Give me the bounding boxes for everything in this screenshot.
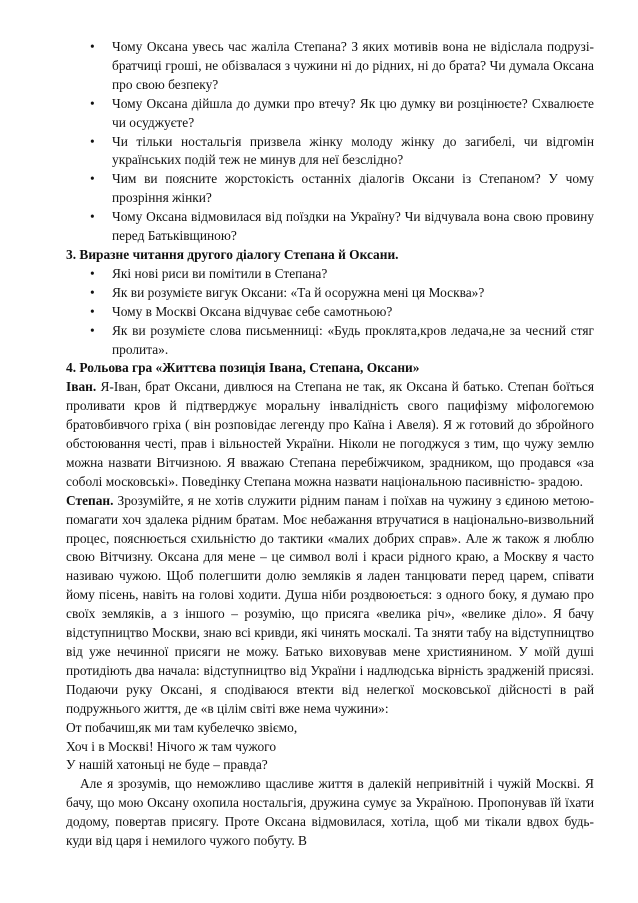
list-item: • Як ви розумієте вигук Оксани: «Та й осоружна мені ця Москва»? — [66, 284, 594, 303]
list-item: • Чому Оксана відмовилася від поїздки на Україну? Чи відчувала вона свою провину перед Батьківщиною? — [66, 208, 594, 246]
list-item: • Чому Оксана увесь час жаліла Степана? З яких мотивів вона не відіслала подрузі-братчиці гроші, не обізвалася з чужини ні до рідних, ні до брата? Чи думала Оксана про свою безпеку? — [66, 38, 594, 95]
ivan-paragraph — [66, 378, 594, 491]
stepan-text: Зрозумійте, я не хотів служити рідним панам і поїхав на чужину з єдиною метою- помагати хоч здалека рідним братам. Моє небажання втручатися в національно-визвольний процес, пояснюється схильністю до тактики «малих добрих справ». Але ж також я люблю свою Вітчизну. Оксана для мене – це символ волі і краси рідного краю, а Москву я часто називаю чужою. Щоб полегшити долю земляків я ладен танцювати перед царем, співати йому пісень, навіть на голові ходити. Душа ніби роздвоюється: з одного боку, я думаю про своїх земляків, а з іншого – розумію, що присяга «велика річ», «велике діло». Я бачу відступництво Москви, знаю всі кривди, які чинять москалі. Та зняти табу на відступництво від уже нечинної присяги не можу. Батько виховував мене християнином. У моїй душі протидіють два начала: відступництво від України і надлюдська вірність зрадженій присязі. Подаючи руку Оксані, я сподіваюся втекти від нелегкої московської дійсності в рай подружнього життя, де «в цілім світі вже нема чужини»: — [66, 492, 594, 716]
speaker-stepan: Степан. — [66, 492, 114, 508]
list-item: • Як ви розумієте слова письменниці: «Будь проклята,кров ледача,не за чесний стяг пролита». — [66, 322, 594, 360]
verse-line-2: Хоч і в Москві! Нічого ж там чужого — [66, 738, 277, 754]
list-item: • Чому Оксана дійшла до думки про втечу? Як цю думку ви розцінюєте? Схвалюєте чи осуджуєте? — [66, 95, 594, 133]
final-paragraph: Але я зрозумів, що неможливо щасливе життя в далекій непривітній і чужій Москві. Я бачу, що мою Оксану охопила ностальгія, дружина сумує за Україною. Пропонував їй їхати додому, повертав присягу. Проте Оксана відмовилася, хотіла, щоб ми тікали вдвох будь-куди від царя і немилого чужого побуту. В — [66, 776, 594, 849]
list-item: • Чи тільки ностальгія призвела жінку молоду жінку до загибелі, чи відгомін українських подій теж не минув для неї безслідно? — [66, 133, 594, 171]
document-page — [66, 38, 594, 851]
section-3-title: 3. Виразне читання другого діалогу Степана й Оксани. — [66, 246, 399, 262]
ivan-text: Я-Іван, брат Оксани, дивлюся на Степана не так, як Оксана й батько. Степан боїться проливати кров й підтверджує моральну інвалідність свого пацифізму міфологемою братовбивчого гріха ( він розповідає легенду про Каїна і Авеля). Я ж готовий до збройного обстоювання честі, прав і вільностей України. Ніколи не погоджуся з тим, що чужу землю можна назвати Вітчизною. Я вважаю Степана перебіжчиком, зрадником, що продався «за соболі московські». Поведінку Степана можна назвати національною пасивністю- зрадою. — [66, 379, 594, 489]
section-4-title: 4. Рольова гра «Життєва позиція Івана, Степана, Оксани» — [66, 360, 420, 376]
question-list-2 — [66, 265, 594, 360]
list-item: • Чим ви поясните жорстокість останніх діалогів Оксани із Степаном? У чому прозріння жінки? — [66, 170, 594, 208]
verse-line-1: От побачиш,як ми там кубелечко звіємо, — [66, 719, 298, 735]
list-item: • Чому в Москві Оксана відчуває себе самотньою? — [66, 303, 594, 322]
verse-line-3: У нашій хатоньці не буде – правда? — [66, 757, 268, 773]
list-item: • Які нові риси ви помітили в Степана? — [66, 265, 594, 284]
question-list-1 — [66, 38, 594, 246]
stepan-paragraph — [66, 492, 594, 719]
speaker-ivan: Іван. — [66, 379, 97, 395]
